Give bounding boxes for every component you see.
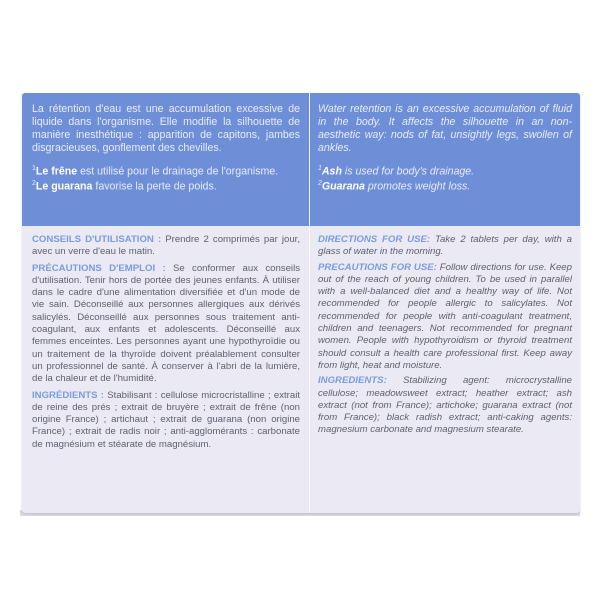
french-item-ash-number: 1 — [32, 165, 36, 172]
english-precautions — [318, 262, 572, 373]
french-intro-block — [32, 103, 300, 193]
english-intro-block — [318, 103, 572, 193]
english-item-ash-text: is used for body's drainage. — [341, 165, 475, 178]
french-item-ash-name: Le frêne — [35, 165, 78, 178]
english-item-guarana-number: 2 — [318, 180, 322, 188]
english-directions-heading: DIRECTIONS FOR USE: — [318, 234, 431, 245]
english-item-ash — [318, 163, 572, 178]
english-item-guarana — [318, 178, 572, 193]
french-precautions-text: Se conformer aux conseils d'utilisation. Tenir hors de portée des jeunes enfants. À utiliser dans le cadre d'une alimentation diversifiée et d'un mode de vie sain. Déconseillé aux personnes allergiques aux dérivés salicylés. Déconseillé aux personnes sous traitement anti-coagulant, aux enfants et adolescents. Déconseillé aux femmes enceintes. Les personnes ayant une hypothyroïdie ou un traitement de la thyroïde doivent préalablement consulter un professionnel de santé. À conserver à l'abri de la lumière, de la chaleur et de l'humidité. — [32, 262, 300, 385]
english-item-ash-name: Ash — [321, 165, 342, 178]
english-ingredients-text: Stabilizing agent: microcrystalline cellulose; meadowsweet extract; heather extract; ash extract (not from France); artichoke; guarana extract (not from France); black radish extract; anti-caking agents: magnesium carbonate and magnesium stearate. — [318, 375, 572, 436]
english-item-guarana-name: Guarana — [321, 180, 365, 193]
english-intro-text: Water retention is an excessive accumulation of fluid in the body. It affects the silhouette in an non-aesthetic way: nods of fat, unsightly legs, swollen of ankles. — [318, 103, 572, 154]
english-ingredients — [318, 375, 572, 436]
french-conseils-heading: CONSEILS D'UTILISATION : — [32, 234, 162, 245]
english-ingredients-heading: INGREDIENTS: — [318, 375, 387, 387]
french-precautions — [32, 263, 300, 386]
english-precautions-text: Follow directions for use. Keep out of the reach of young children. To be used in parallel with a well-balanced diet and a healthy way of life. Not recommended for people allergic to salicylates. Not recommended for people with anti-coagulant treatment, children and teenagers. Not recommended for pregnant women. People with hypothyroidism or thyroid treatment should consult a health care professional first. Keep away from light, heat and moisture. — [318, 261, 572, 371]
french-ingredients-text: Stabilisant : cellulose microcristalline ; extrait de reine des prés ; extrait de bruyère ; extrait de frêne (non origine France) ; artichaut ; extrait de guarana (non origine France) ; extrait de radis noir ; anti-agglomérants : carbonate de magnésium et stéarate de magnésium. — [32, 389, 300, 450]
english-details-block — [318, 234, 572, 440]
french-precautions-heading: PRÉCAUTIONS D'EMPLOI : — [32, 262, 166, 274]
french-item-ash — [32, 163, 300, 178]
french-item-guarana-name: Le guarana — [35, 180, 93, 193]
english-item-guarana-text: promotes weight loss. — [364, 180, 471, 193]
english-precautions-heading: PRECAUTIONS FOR USE: — [318, 261, 437, 273]
french-item-guarana — [32, 178, 300, 193]
french-conseils-text: Prendre 2 comprimés par jour, avec un verre d'eau le matin. — [32, 234, 301, 258]
french-intro-text: La rétention d'eau est une accumulation excessive de liquide dans l'organisme. Elle modifie la silhouette de manière inesthétique : apparition de capitons, jambes disgracieuses, gonflement des chevilles. — [32, 103, 300, 154]
english-directions — [318, 234, 572, 259]
french-item-guarana-text: favorise la perte de poids. — [92, 180, 217, 193]
english-item-ash-number: 1 — [318, 165, 322, 172]
french-ingredients-heading: INGRÉDIENTS : — [32, 389, 105, 401]
column-divider — [309, 93, 310, 513]
french-details-block — [32, 234, 300, 455]
french-item-guarana-number: 2 — [32, 180, 36, 188]
french-item-ash-text: est utilisé pour le drainage de l'organisme. — [77, 165, 279, 178]
french-conseils — [32, 234, 300, 259]
french-ingredients — [32, 390, 300, 451]
product-package-back — [22, 93, 580, 513]
english-directions-text: Take 2 tablets per day, with a glass of water in the morning. — [318, 234, 573, 258]
